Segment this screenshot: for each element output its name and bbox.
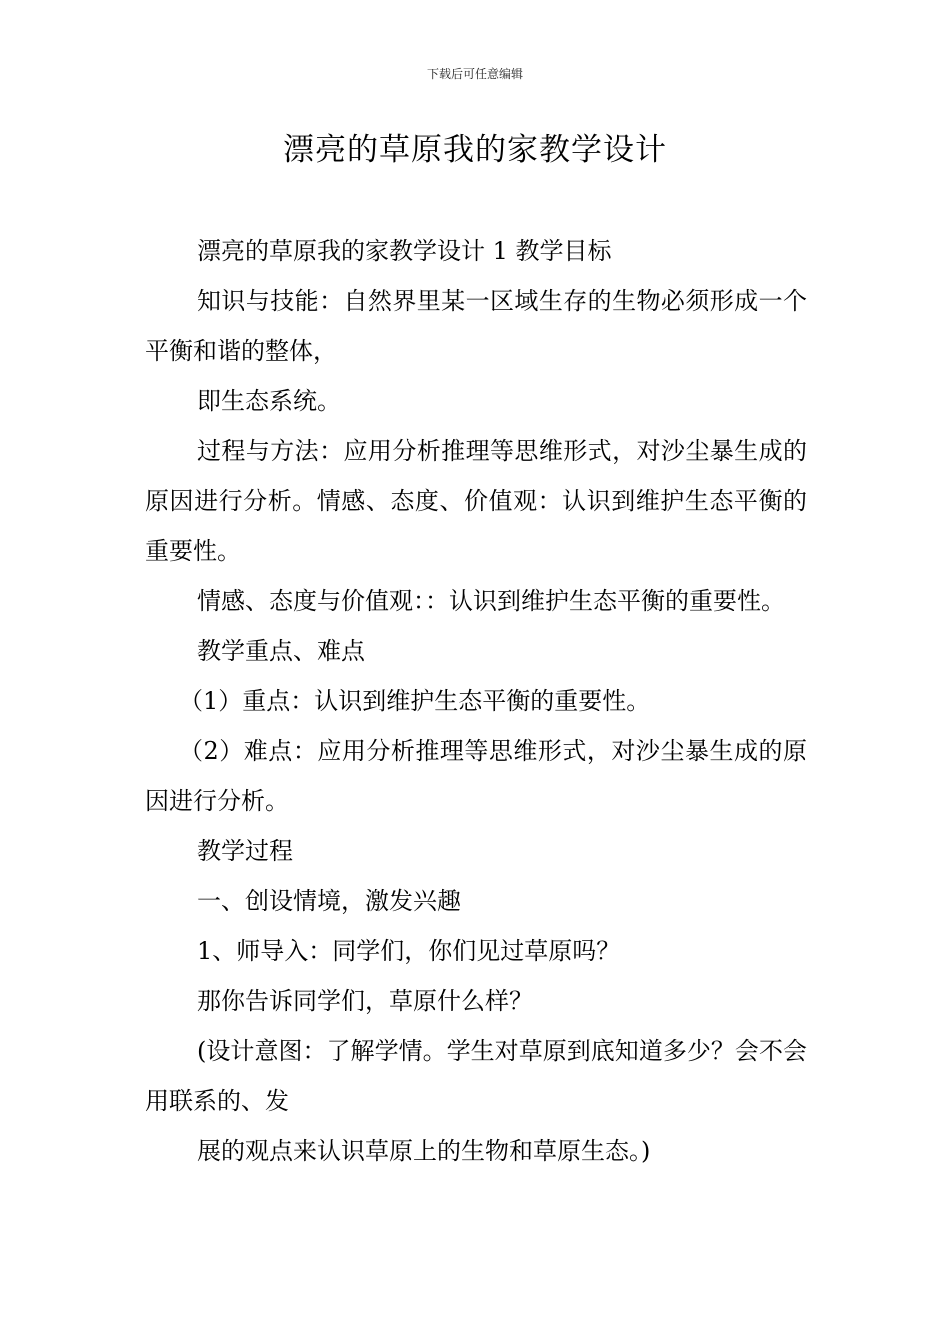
paragraph-key-point: （1）重点：认识到维护生态平衡的重要性。 <box>179 687 651 715</box>
paragraph-design-intent-cont: 展的观点来认识草原上的生物和草原生态。) <box>197 1137 651 1165</box>
paragraph-process-heading: 教学过程 <box>197 837 293 865</box>
paragraph-section-one: 一、创设情境，激发兴趣 <box>197 887 461 915</box>
header-note: 下载后可任意编辑 <box>426 67 523 81</box>
paragraph-key-points-heading: 教学重点、难点 <box>197 637 365 665</box>
paragraph-ecosystem: 即生态系统。 <box>197 387 341 415</box>
paragraph-design-intent: (设计意图：了解学情。学生对草原到底知道多少？会不会用联系的、发 <box>145 1037 807 1115</box>
paragraph-question: 那你告诉同学们，草原什么样？ <box>197 987 533 1015</box>
paragraph-knowledge-skills: 知识与技能：自然界里某一区域生存的生物必须形成一个平衡和谐的整体， <box>145 287 807 365</box>
paragraph-difficult-point: （2）难点：应用分析推理等思维形式，对沙尘暴生成的原因进行分析。 <box>145 737 807 815</box>
paragraph-teacher-intro: 1、师导入：同学们，你们见过草原吗？ <box>197 937 621 965</box>
document-title: 漂亮的草原我的家教学设计 <box>283 132 667 168</box>
paragraph-process-methods: 过程与方法：应用分析推理等思维形式，对沙尘暴生成的原因进行分析。情感、态度、价值观：认识到维护生态平衡的重要性。 <box>145 437 807 565</box>
paragraph-intro: 漂亮的草原我的家教学设计 1 教学目标 <box>197 237 612 265</box>
document-body <box>145 226 807 1176</box>
paragraph-attitudes-values: 情感、态度与价值观：：认识到维护生态平衡的重要性。 <box>197 587 785 615</box>
